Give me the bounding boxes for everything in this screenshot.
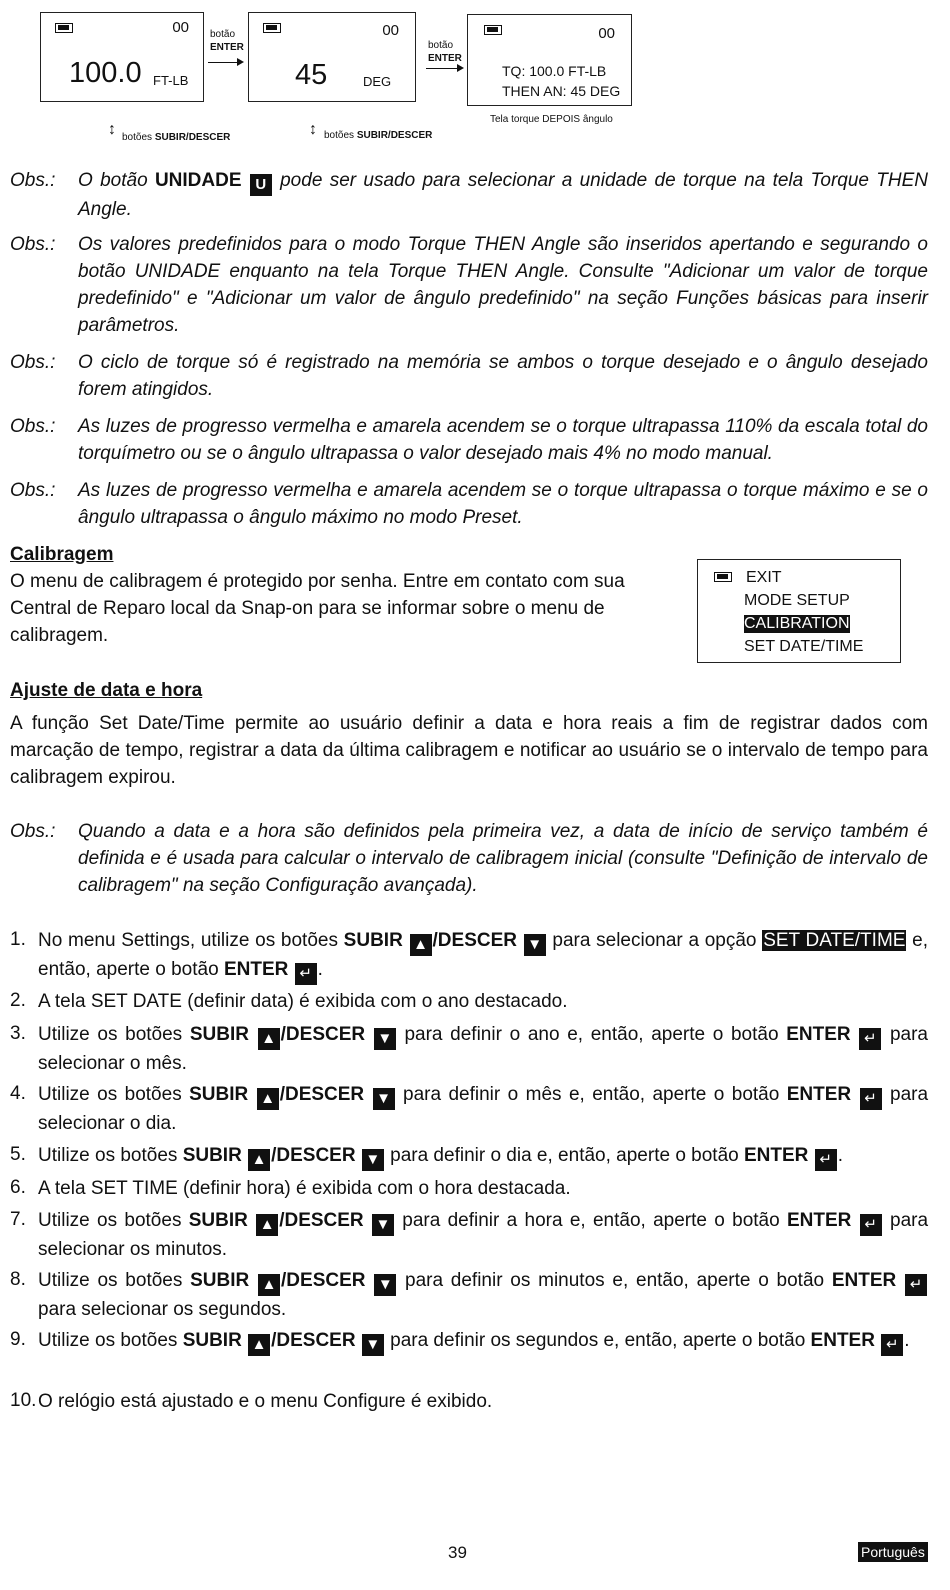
menu-item-exit: EXIT — [746, 569, 782, 586]
up-button-icon: ▲ — [248, 1149, 270, 1171]
angle-unit: DEG — [363, 74, 392, 89]
obs-label: Obs.: — [10, 480, 56, 501]
updown-caption: botões SUBIR/DESCER — [324, 130, 433, 141]
set-date-time-highlight: SET DATE/TIME — [763, 930, 906, 951]
obs-note-service-date: Quando a data e a hora são definidos pela primeira vez, a data de início de serviço também é definida e é usada para calcular o intervalo de calibragem inicial (consulte "Definição de intervalo de calibragem" na seção Configuração avançada). — [78, 821, 928, 896]
obs-label: Obs.: — [10, 352, 56, 373]
count-readout: 00 — [598, 25, 615, 42]
language-tab: Português — [858, 1542, 928, 1562]
obs-label: Obs.: — [10, 416, 56, 437]
up-button-icon: ▲ — [410, 934, 432, 956]
obs-note-preset-mode: As luzes de progresso vermelha e amarela acendem se o torque ultrapassa o torque máximo e se o ângulo ultrapassa o ângulo máximo no modo Preset. — [78, 480, 928, 528]
down-button-icon: ▼ — [524, 934, 546, 956]
calibration-paragraph: O menu de calibragem é protegido por senha. Entre em contato com sua Central de Reparo local da Snap-on para se informar sobre o menu de calibragem. — [10, 571, 625, 646]
torque-line: TQ: 100.0 FT-LB — [502, 63, 607, 79]
step-5: Utilize os botões SUBIR ▲ /DESCER ▼ para definir o dia e, então, aperte o botão ENTER ↵ . — [38, 1142, 928, 1171]
step-number: 8. — [10, 1269, 26, 1290]
up-button-icon: ▲ — [248, 1334, 270, 1356]
obs-note-unit: O botão UNIDADE U pode ser usado para selecionar a unidade de torque na tela Torque THEN Angle. — [78, 170, 928, 220]
step-number: 4. — [10, 1083, 26, 1104]
down-button-icon: ▼ — [374, 1274, 396, 1296]
battery-icon — [714, 572, 732, 582]
date-time-paragraph: A função Set Date/Time permite ao usuário definir a data e hora reais a fim de registrar dados com marcação de tempo, registrar a data da última calibragem e notificar ao usuário se o intervalo de tempo para calibragem expirou. — [10, 713, 928, 788]
updown-caption: botões SUBIR/DESCER — [122, 132, 231, 143]
battery-icon — [484, 25, 502, 35]
step-7: Utilize os botões SUBIR ▲ /DESCER ▼ para definir a hora e, então, aperte o botão ENTER ↵ para selecionar os minutos. — [38, 1210, 929, 1260]
step-1: No menu Settings, utilize os botões SUBIR ▲ /DESCER ▼ para selecionar a opção SET DATE/TIME e, então, aperte o botão ENTER ↵ . — [38, 927, 928, 985]
arrow-label-top: botão — [428, 40, 454, 51]
menu-item-mode-setup: MODE SETUP — [744, 592, 850, 609]
enter-button-icon: ↵ — [295, 963, 317, 985]
obs-label: Obs.: — [10, 821, 56, 842]
up-down-arrow-icon: ↕ — [309, 121, 317, 138]
torque-screen — [40, 12, 204, 102]
up-button-icon: ▲ — [257, 1088, 279, 1110]
arrow-label-top: botão — [210, 29, 236, 40]
step-3: Utilize os botões SUBIR ▲ /DESCER ▼ para definir o ano e, então, aperte o botão ENTER ↵ para selecionar o mês. — [38, 1024, 928, 1074]
arrow-label-bottom: ENTER — [210, 42, 244, 53]
section-heading-calibration: Calibragem — [10, 544, 114, 565]
unit-button-icon: U — [250, 174, 272, 196]
step-9: Utilize os botões SUBIR ▲ /DESCER ▼ para definir os segundos e, então, aperte o botão ENTER ↵ . — [38, 1327, 928, 1356]
up-button-icon: ▲ — [256, 1214, 278, 1236]
right-arrow-icon — [426, 68, 462, 69]
enter-button-icon: ↵ — [905, 1274, 927, 1296]
up-button-icon: ▲ — [258, 1274, 280, 1296]
battery-icon — [55, 23, 73, 33]
step-number: 1. — [10, 929, 26, 950]
down-button-icon: ▼ — [372, 1214, 394, 1236]
enter-button-icon: ↵ — [815, 1149, 837, 1171]
enter-button-icon: ↵ — [881, 1334, 903, 1356]
torque-unit: FT-LB — [153, 73, 189, 88]
down-button-icon: ▼ — [362, 1334, 384, 1356]
obs-note-memory: O ciclo de torque só é registrado na memória se ambos o torque desejado e o ângulo desejado forem atingidos. — [78, 352, 928, 400]
step-number: 9. — [10, 1329, 26, 1350]
torque-then-angle-screen — [467, 14, 632, 106]
screen-caption: Tela torque DEPOIS ângulo — [490, 114, 613, 125]
torque-value: 100.0 — [69, 57, 142, 89]
step-6: A tela SET TIME (definir hora) é exibida com o hora destacada. — [38, 1178, 571, 1199]
arrow-label-bottom: ENTER — [428, 53, 462, 64]
step-number: 5. — [10, 1144, 26, 1165]
obs-note-manual: As luzes de progresso vermelha e amarela acendem se o torque ultrapassa 110% da escala total do torquímetro ou se o ângulo ultrapassa o valor desejado mais 4% no modo manual. — [78, 416, 928, 464]
down-button-icon: ▼ — [362, 1149, 384, 1171]
battery-icon — [263, 23, 281, 33]
step-10: O relógio está ajustado e o menu Configure é exibido. — [38, 1391, 493, 1412]
step-4: Utilize os botões SUBIR ▲ /DESCER ▼ para definir o mês e, então, aperte o botão ENTER ↵ para selecionar o dia. — [38, 1084, 929, 1134]
step-number: 3. — [10, 1023, 26, 1044]
enter-button-icon: ↵ — [859, 1028, 881, 1050]
up-button-icon: ▲ — [258, 1028, 280, 1050]
step-8: Utilize os botões SUBIR ▲ /DESCER ▼ para definir os minutos e, então, aperte o botão ENTER ↵ para selecionar os segundos. — [38, 1267, 928, 1324]
enter-button-icon: ↵ — [860, 1214, 882, 1236]
down-button-icon: ▼ — [373, 1088, 395, 1110]
obs-label: Obs.: — [10, 170, 56, 191]
right-arrow-icon — [208, 62, 242, 63]
up-down-arrow-icon: ↕ — [108, 121, 116, 138]
count-readout: 00 — [172, 19, 189, 36]
menu-item-set-date-time: SET DATE/TIME — [744, 638, 864, 655]
step-number: 2. — [10, 990, 26, 1011]
step-number: 7. — [10, 1209, 26, 1230]
obs-label: Obs.: — [10, 234, 56, 255]
menu-item-calibration: CALIBRATION — [744, 615, 850, 632]
step-number: 10. — [10, 1390, 37, 1411]
calibration-menu-screen — [697, 559, 901, 663]
obs-note-preset: Os valores predefinidos para o modo Torque THEN Angle são inseridos apertando e segurando o botão UNIDADE enquanto na tela Torque THEN Angle. Consulte "Adicionar um valor de torque predefinido" e "Adicionar um valor de ângulo predefinido" na seção Funções básicas para inserir parâmetros. — [78, 234, 928, 336]
step-2: A tela SET DATE (definir data) é exibida com o ano destacado. — [38, 991, 568, 1012]
down-button-icon: ▼ — [374, 1028, 396, 1050]
section-heading-date-time: Ajuste de data e hora — [10, 680, 203, 701]
angle-value: 45 — [295, 59, 328, 91]
angle-line: THEN AN: 45 DEG — [502, 83, 621, 99]
count-readout: 00 — [382, 22, 399, 39]
page-number: 39 — [448, 1543, 467, 1562]
enter-button-icon: ↵ — [860, 1088, 882, 1110]
step-number: 6. — [10, 1177, 26, 1198]
angle-screen — [248, 12, 416, 102]
